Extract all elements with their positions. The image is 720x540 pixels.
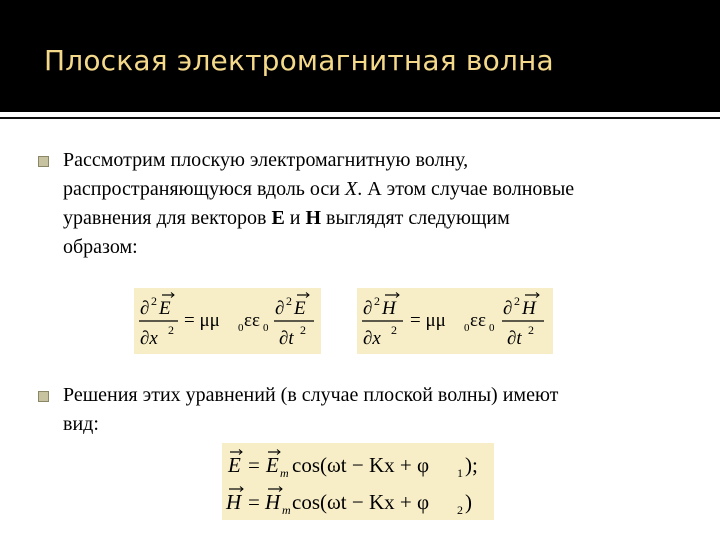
svg-text:);: );	[465, 453, 478, 477]
wave-equation-e	[134, 288, 321, 354]
bullet2-line1: Решения этих уравнений (в случае плоской волны) имеют	[63, 384, 559, 406]
bullet1-line1: Рассмотрим плоскую электромагнитную волну,	[63, 149, 469, 171]
svg-text:∂t: ∂t	[279, 328, 294, 349]
svg-text:εε: εε	[470, 310, 486, 331]
bullet2-line2: вид:	[63, 413, 99, 435]
svg-text:= μμ: = μμ	[410, 310, 446, 331]
svg-text:2: 2	[514, 294, 520, 308]
svg-text:2: 2	[168, 323, 174, 337]
svg-text:m: m	[282, 503, 291, 517]
bullet1-line4: образом:	[63, 236, 138, 258]
title-bar	[0, 0, 720, 112]
svg-text:=: =	[248, 490, 260, 514]
vector-e-label: E	[271, 207, 285, 229]
axis-x: X	[345, 178, 358, 200]
vector-h-label: H	[305, 207, 322, 229]
svg-text:0: 0	[489, 322, 495, 334]
svg-text:2: 2	[151, 294, 157, 308]
svg-text:m: m	[280, 466, 289, 480]
bullet-text-1	[63, 146, 713, 262]
field-e-right: E	[294, 298, 306, 319]
bullet1-line2: распространяющуюся вдоль оси X. А этом случае волновые	[63, 178, 575, 200]
svg-text:=: =	[248, 453, 260, 477]
bullet-marker-1	[38, 156, 49, 167]
svg-text:E: E	[266, 453, 279, 477]
svg-text:∂x: ∂x	[140, 328, 158, 349]
svg-text:H: H	[265, 490, 281, 514]
svg-text:2: 2	[528, 323, 534, 337]
svg-text:0: 0	[238, 322, 244, 334]
svg-text:∂t: ∂t	[507, 328, 522, 349]
svg-text:2: 2	[374, 294, 380, 308]
slide-title: Плоская электромагнитная волна	[44, 44, 554, 77]
svg-text:εε: εε	[244, 310, 260, 331]
solution-h-rhs: cos(ωt − Kx + φ	[292, 490, 430, 514]
svg-text:2: 2	[300, 323, 306, 337]
field-h-left: H	[382, 298, 396, 319]
svg-text:0: 0	[263, 322, 269, 334]
svg-text:∂x: ∂x	[363, 328, 381, 349]
solution-h-lhs: H	[226, 490, 242, 514]
svg-text:2: 2	[457, 503, 463, 517]
svg-text:): )	[465, 490, 472, 514]
wave-equation-h	[357, 288, 553, 354]
svg-text:= μμ: = μμ	[184, 310, 220, 331]
svg-text:∂: ∂	[140, 298, 150, 319]
bullet1-line3: уравнения для векторов E и H выглядят следующим	[63, 207, 510, 229]
field-e-left: E	[159, 298, 171, 319]
svg-text:∂: ∂	[503, 298, 513, 319]
solution-e-lhs: E	[228, 453, 241, 477]
field-h-right: H	[522, 298, 536, 319]
solution-e-rhs: cos(ωt − Kx + φ	[292, 453, 430, 477]
wave-solution	[222, 443, 494, 520]
svg-text:0: 0	[464, 322, 470, 334]
bullet-text-2	[63, 381, 713, 439]
bullet-marker-2	[38, 391, 49, 402]
svg-text:∂: ∂	[275, 298, 285, 319]
svg-text:2: 2	[286, 294, 292, 308]
title-divider	[0, 117, 720, 119]
svg-text:1: 1	[457, 466, 463, 480]
svg-text:∂: ∂	[363, 298, 373, 319]
svg-text:2: 2	[391, 323, 397, 337]
